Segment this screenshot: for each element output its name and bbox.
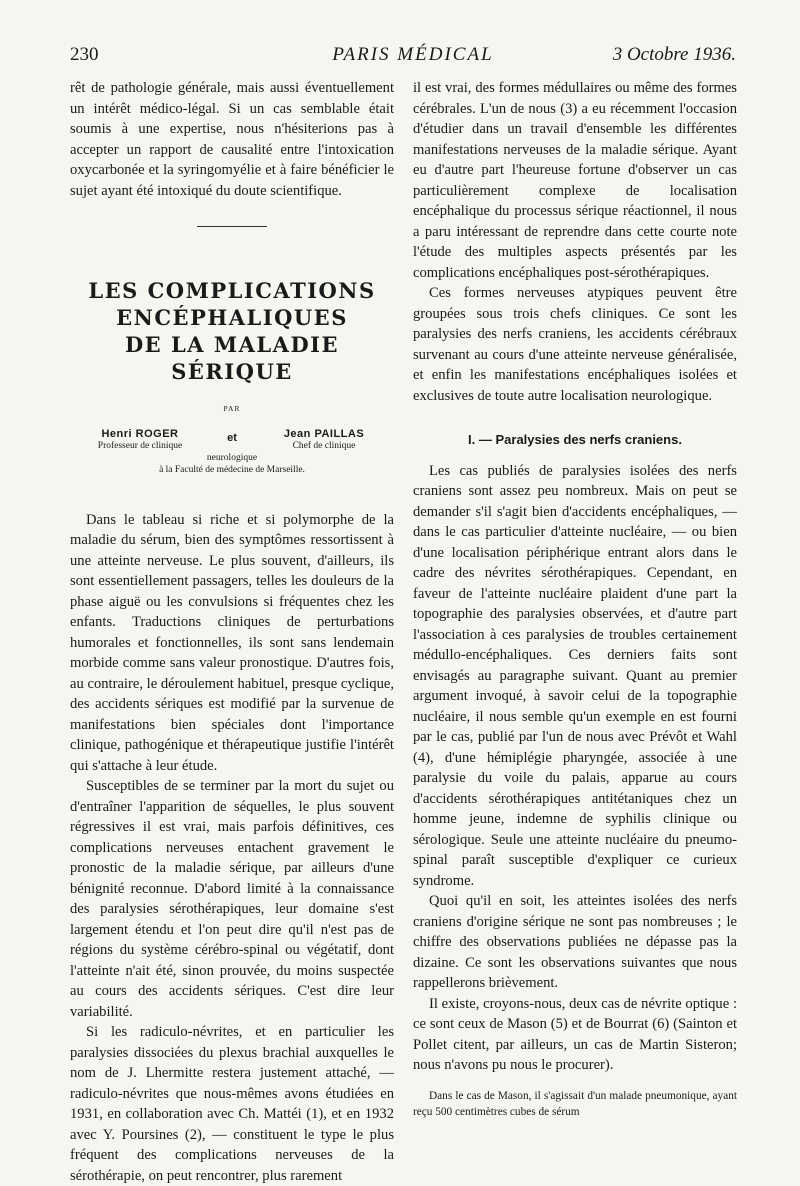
intro-paragraph: rêt de pathologie générale, mais aussi éventuellement un intérêt médico-légal. Si un cas semblable était soumis à une expertise, nous n'hésiterions pas à accepter un rapport de causalité entre l'intoxication oxycarbonée et la syringomyélie et à faire bénéficier le sujet ayant été intoxiqué du doute scientifique. (70, 78, 394, 201)
body-paragraph: Dans le tableau si riche et si polymorphe de la maladie du sérum, bien des symptômes ressortissent à une atteinte nerveuse. Le plus souvent, d'ailleurs, ils sont essentiellement passagers, telles les douleurs de la phase aiguë ou les convulsions si fréquentes chez les enfants. Traductions cliniques de perturbations humorales et fonctionnelles, ils sont sans lendemain morbide comme sans valeur pronostique. D'autres fois, au contraire, le déroulement habituel, presque cyclique, des accidents sériques est modifié par la survenue de manifestations bien spéciales dont l'importance clinique, pathogénique et thérapeutique justifie l'intérêt qui s'attache à leur étude. (70, 510, 394, 777)
article-body-left (70, 510, 394, 1186)
page-number: 230 (70, 44, 99, 66)
page-header (70, 40, 736, 70)
author-name: Henri ROGER (70, 428, 210, 440)
body-paragraph: Les cas publiés de paralysies isolées des nerfs craniens sont assez peu nombreux. Mais on peut se demander s'il s'agit bien d'accidents encéphaliques, — dans le cas particulier d'atteinte nucléaire, — ou bien d'une localisation périphérique entrant alors dans le cadre des névrites sérothérapiques. Cependant, en faveur de l'atteinte nucléaire plaident d'une part la topographie des paralysies observées, et d'autre part l'association à ces paralysies de troubles certainement médullo-encéphaliques. Ces derniers faits sont envisagés au paragraphe suivant. Quant au premier argument invoqué, à savoir celui de la topographie nucléaire, il nous semble qu'un exemple en est fourni par le cas, publié par l'un de nous avec Prévôt et Wahl (4), d'une hémiplégie pharyngée, associée à une paralysie du voile du palais, apparue au cours d'accidents sérothérapiques antitétaniques chez un homme jeune, indemne de syphilis clinique ou sérologique. Seule une atteinte nucléaire du pneumo-spinal paraît susceptible d'expliquer ce curieux syndrome. (413, 461, 737, 892)
body-paragraph: il est vrai, des formes médullaires ou même des formes cérébrales. L'un de nous (3) a eu récemment l'occasion d'étudier dans un travail d'ensemble les différentes manifestations nerveuses de la maladie sérique. Ayant eu d'autre part l'heureuse fortune d'observer un cas particulièrement complexe de localisation encéphalique du processus sérique réactionnel, il nous a paru intéressant de reprendre dans cette courte note l'étude des multiples aspects présentés par les complications encéphaliques post-sérothérapiques. (413, 78, 737, 283)
left-column (70, 78, 394, 1186)
article-title-line: DE LA MALADIE SÉRIQUE (125, 332, 339, 384)
journal-title: PARIS MÉDICAL (70, 44, 736, 66)
author-roger (70, 428, 210, 452)
affiliation-line: neurologique (70, 452, 394, 464)
author-role: Chef de clinique (254, 440, 394, 452)
author-conjunction: et (227, 428, 237, 449)
body-paragraph: Susceptibles de se terminer par la mort du sujet ou d'entraîner l'apparition de séquelles, le plus souvent régressives il est vrai, mais parfois définitives, ces complications nerveuses entachent gravement le pronostic de la maladie sérique, par ailleurs d'une bénignité reconnue. D'abord limité à la connaissance des paralysies sérothérapiques, leur domaine s'est largement étendu et l'on peut dire qu'il n'est pas de régions du système cérébro-spinal ou végétatif, dont l'atteinte n'ait été, sinon prouvée, du moins suspectée au cours des accidents sériques. C'est dire leur variabilité. (70, 776, 394, 1022)
article-title-block (70, 277, 394, 480)
article-title-line: ENCÉPHALIQUES (116, 305, 348, 330)
author-paillas (254, 428, 394, 452)
issue-date: 3 Octobre 1936. (613, 44, 736, 66)
affiliation-line: à la Faculté de médecine de Marseille. (70, 464, 394, 476)
right-column (413, 78, 737, 1120)
affiliation (70, 452, 394, 476)
body-paragraph: Ces formes nerveuses atypiques peuvent être groupées sous trois chefs cliniques. Ce sont les paralysies des nerfs craniens, les accidents cérébraux survenant au cours d'une atteinte nerveuse généralisée, et enfin les manifestations encéphaliques isolées et exclusives de toute autre localisation neurologique. (413, 283, 737, 406)
author-name: Jean PAILLAS (254, 428, 394, 440)
article-title (70, 277, 394, 385)
footnote-paragraph: Dans le cas de Mason, il s'agissait d'un malade pneumonique, ayant reçu 500 centimètres cubes de sérum (413, 1088, 737, 1120)
body-paragraph: Quoi qu'il en soit, les atteintes isolées des nerfs craniens d'origine sérique ne sont pas nombreuses ; le chiffre des observations publiées ne dépasse pas la dizaine. Ce sont les observations suivantes que nous rappellerons brièvement. (413, 891, 737, 994)
author-role: Professeur de clinique (70, 440, 210, 452)
article-title-line: LES COMPLICATIONS (88, 278, 375, 303)
authors-block (70, 428, 394, 480)
body-paragraph: Il existe, croyons-nous, deux cas de névrite optique : ce sont ceux de Mason (5) et de Bourrat (6) (Sainton et Pollet citent, par ailleurs, un cas de Martin Sisteron; nous n'avons pu nous le procurer). (413, 994, 737, 1076)
section-divider (197, 226, 267, 227)
by-line: PAR (70, 399, 394, 420)
body-paragraph: Si les radiculo-névrites, et en particulier les paralysies dissociées du plexus brachial auxquelles le nom de J. Lhermitte restera justement attaché, — radiculo-névrites que nous-mêmes avons étudiées en 1931, en collaboration avec Ch. Mattéi (1), et en 1932 avec Y. Poursines (2), — constituent le type le plus fréquent des complications nerveuses de la sérothérapie, on peut rencontrer, plus rarement (70, 1022, 394, 1186)
section-heading: I. — Paralysies des nerfs craniens. (413, 430, 737, 451)
